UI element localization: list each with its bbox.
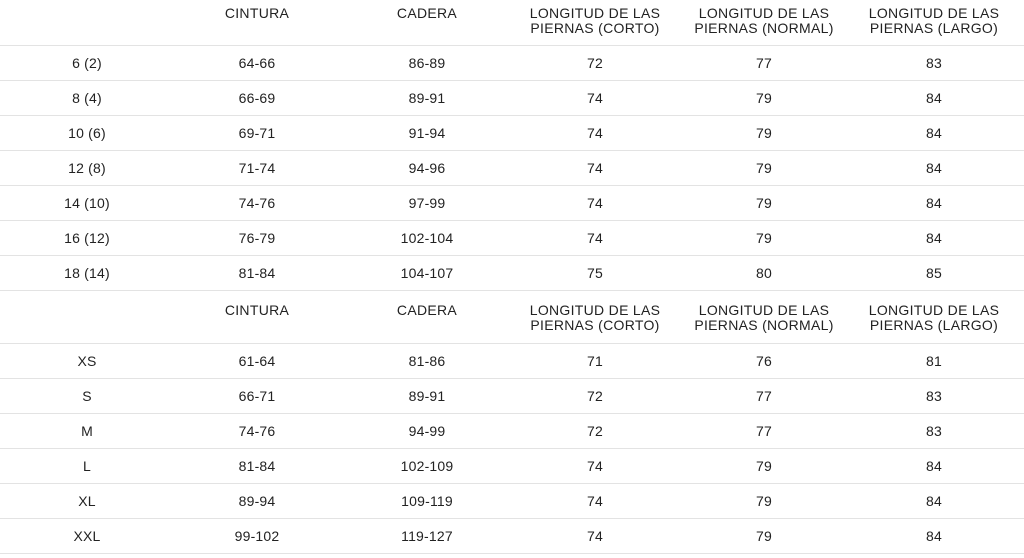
header-hip: CADERA xyxy=(396,5,458,21)
cell-leg-short: 74 xyxy=(587,195,603,211)
table-row xyxy=(0,151,1024,186)
cell-leg-long: 84 xyxy=(926,493,942,509)
cell-waist: 61-64 xyxy=(238,353,276,369)
cell-leg-long: 84 xyxy=(926,125,942,141)
table-row xyxy=(0,344,1024,379)
cell-leg-short: 74 xyxy=(587,458,603,474)
header-leg-regular: LONGITUD DE LAS PIERNAS (NORMAL) xyxy=(694,302,834,333)
header-waist: CINTURA xyxy=(224,5,290,21)
cell-hip: 89-91 xyxy=(408,388,446,404)
cell-waist: 64-66 xyxy=(238,55,276,71)
cell-leg-short: 71 xyxy=(587,353,603,369)
cell-waist: 71-74 xyxy=(238,160,276,176)
cell-leg-short: 74 xyxy=(587,90,603,106)
table-row xyxy=(0,379,1024,414)
cell-size: M xyxy=(81,423,93,439)
cell-hip: 109-119 xyxy=(401,493,453,509)
header-leg-short: LONGITUD DE LAS PIERNAS (CORTO) xyxy=(529,5,661,36)
table-row xyxy=(0,519,1024,554)
cell-size: L xyxy=(83,458,91,474)
cell-leg-regular: 79 xyxy=(756,230,772,246)
cell-size: 10 (6) xyxy=(68,125,106,141)
cell-hip: 94-99 xyxy=(408,423,446,439)
table-row xyxy=(0,46,1024,81)
table-row xyxy=(0,484,1024,519)
table-header-row xyxy=(0,0,1024,46)
header-hip: CADERA xyxy=(396,302,458,318)
cell-leg-long: 83 xyxy=(926,55,942,71)
cell-leg-short: 74 xyxy=(587,528,603,544)
cell-leg-short: 74 xyxy=(587,493,603,509)
cell-size: XS xyxy=(77,353,97,369)
cell-size: 16 (12) xyxy=(64,230,110,246)
cell-leg-long: 81 xyxy=(926,353,942,369)
cell-leg-regular: 79 xyxy=(756,195,772,211)
cell-leg-long: 84 xyxy=(926,528,942,544)
cell-leg-short: 72 xyxy=(587,423,603,439)
cell-leg-long: 83 xyxy=(926,388,942,404)
cell-hip: 104-107 xyxy=(400,265,454,281)
cell-waist: 76-79 xyxy=(238,230,276,246)
cell-waist: 81-84 xyxy=(238,458,276,474)
cell-leg-short: 74 xyxy=(587,230,603,246)
cell-leg-regular: 77 xyxy=(756,55,772,71)
cell-leg-short: 72 xyxy=(587,388,603,404)
cell-leg-long: 84 xyxy=(926,195,942,211)
header-leg-long: LONGITUD DE LAS PIERNAS (LARGO) xyxy=(868,5,1000,36)
cell-waist: 89-94 xyxy=(238,493,276,509)
cell-leg-short: 74 xyxy=(587,160,603,176)
cell-leg-short: 75 xyxy=(587,265,603,281)
cell-waist: 99-102 xyxy=(234,528,280,544)
cell-leg-regular: 76 xyxy=(756,353,772,369)
cell-size: XXL xyxy=(73,528,101,544)
cell-size: 14 (10) xyxy=(64,195,110,211)
cell-leg-regular: 79 xyxy=(756,493,772,509)
cell-size: XL xyxy=(78,493,96,509)
table-row xyxy=(0,186,1024,221)
cell-waist: 81-84 xyxy=(238,265,276,281)
cell-waist: 69-71 xyxy=(238,125,276,141)
cell-waist: 66-71 xyxy=(238,388,276,404)
table-header-row xyxy=(0,292,1024,344)
cell-size: 6 (2) xyxy=(72,55,102,71)
cell-leg-long: 84 xyxy=(926,458,942,474)
cell-leg-regular: 79 xyxy=(756,528,772,544)
table-row xyxy=(0,81,1024,116)
header-waist: CINTURA xyxy=(224,302,290,318)
cell-leg-long: 85 xyxy=(926,265,942,281)
header-leg-short: LONGITUD DE LAS PIERNAS (CORTO) xyxy=(529,302,661,333)
cell-leg-regular: 80 xyxy=(756,265,772,281)
table-row xyxy=(0,414,1024,449)
cell-leg-regular: 79 xyxy=(756,160,772,176)
table-row xyxy=(0,221,1024,256)
table-row xyxy=(0,116,1024,151)
header-leg-long: LONGITUD DE LAS PIERNAS (LARGO) xyxy=(868,302,1000,333)
cell-leg-long: 84 xyxy=(926,160,942,176)
cell-hip: 86-89 xyxy=(408,55,446,71)
cell-leg-long: 84 xyxy=(926,230,942,246)
cell-leg-long: 83 xyxy=(926,423,942,439)
cell-leg-regular: 77 xyxy=(756,388,772,404)
cell-hip: 97-99 xyxy=(408,195,446,211)
cell-leg-regular: 77 xyxy=(756,423,772,439)
cell-leg-regular: 79 xyxy=(756,90,772,106)
table-row xyxy=(0,256,1024,291)
cell-leg-long: 84 xyxy=(926,90,942,106)
table-row xyxy=(0,449,1024,484)
cell-size: 18 (14) xyxy=(64,265,110,281)
cell-hip: 102-109 xyxy=(400,458,454,474)
cell-hip: 81-86 xyxy=(408,353,446,369)
cell-hip: 102-104 xyxy=(400,230,454,246)
cell-hip: 119-127 xyxy=(401,528,453,544)
cell-waist: 74-76 xyxy=(238,195,276,211)
cell-hip: 89-91 xyxy=(408,90,446,106)
cell-size: S xyxy=(82,388,92,404)
cell-hip: 91-94 xyxy=(408,125,446,141)
header-size xyxy=(2,292,172,343)
cell-leg-short: 72 xyxy=(587,55,603,71)
cell-size: 8 (4) xyxy=(72,90,102,106)
size-table-letter xyxy=(0,292,1024,554)
cell-leg-regular: 79 xyxy=(756,125,772,141)
cell-size: 12 (8) xyxy=(68,160,106,176)
header-leg-regular: LONGITUD DE LAS PIERNAS (NORMAL) xyxy=(694,5,834,36)
cell-leg-regular: 79 xyxy=(756,458,772,474)
cell-leg-short: 74 xyxy=(587,125,603,141)
cell-waist: 74-76 xyxy=(238,423,276,439)
header-size xyxy=(2,0,172,45)
cell-hip: 94-96 xyxy=(408,160,446,176)
cell-waist: 66-69 xyxy=(238,90,276,106)
